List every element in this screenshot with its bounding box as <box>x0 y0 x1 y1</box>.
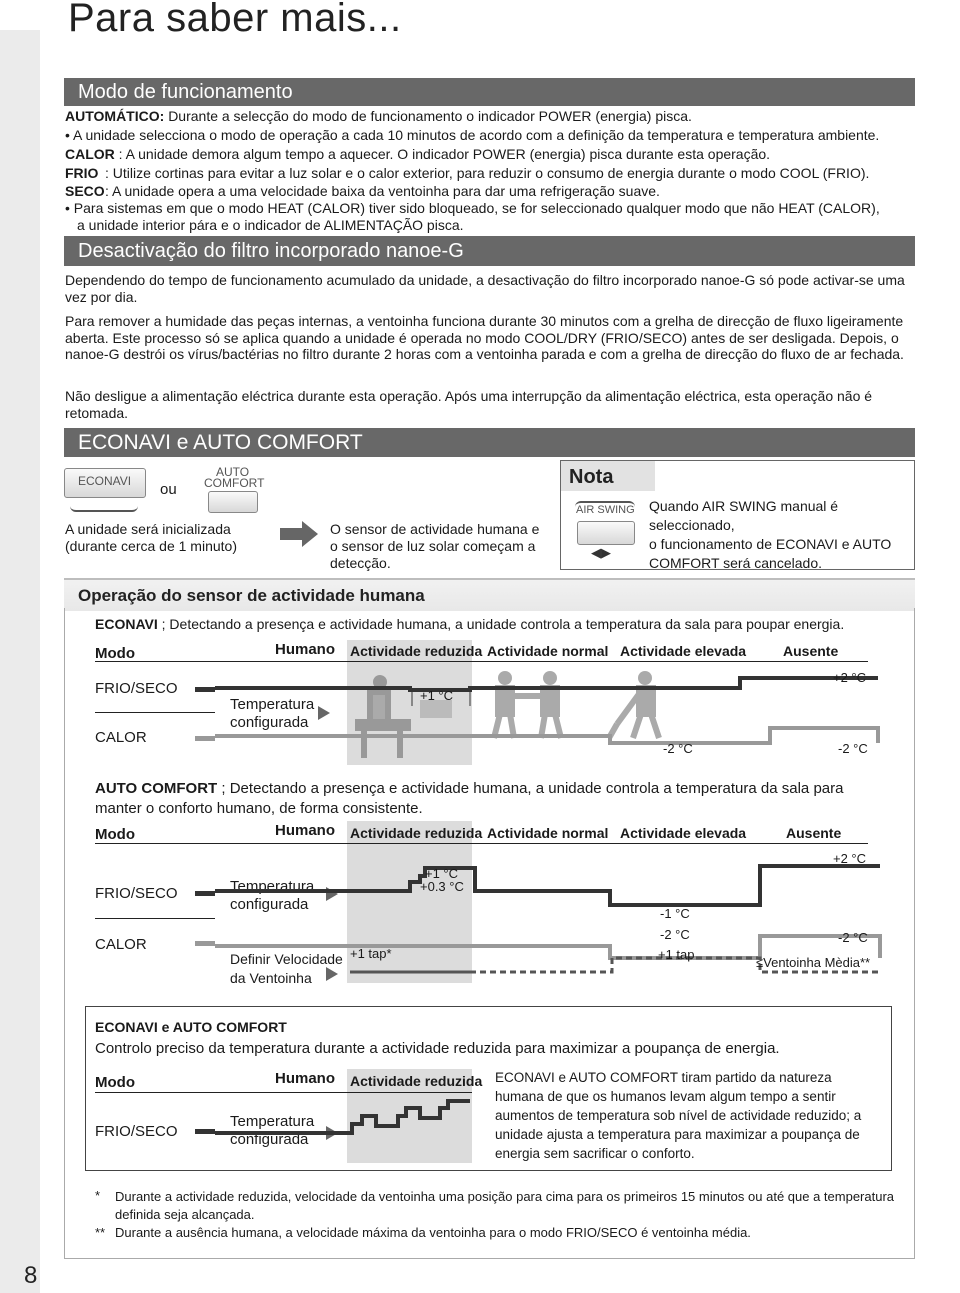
s2-temp-2: configurada <box>230 896 309 913</box>
subsection-header-sensor <box>64 578 915 611</box>
s1-header-rule <box>95 661 868 662</box>
s2-minus2b: -2 °C <box>838 930 868 945</box>
s3-temp-1: Temperatura <box>230 1113 315 1130</box>
econavi-button-group <box>64 468 144 512</box>
subsection-header-sensor-label: Operação do sensor de actividade humana <box>78 586 425 605</box>
s1-temp-2: configurada <box>230 714 309 731</box>
econavi-desc-text: ; Detectando a presença e actividade humana, a unidade controla a temperatura da sala para poupar energia. <box>157 616 845 632</box>
sensor-start-1: O sensor de actividade humana e <box>330 521 540 537</box>
s2-humano-header: Humano <box>275 822 335 839</box>
footnote-1-b: definida seja alcançada. <box>115 1207 255 1222</box>
s1-humano-header: Humano <box>275 641 335 658</box>
nanoe-paragraph-2: Para remover a humidade das peças internas, a ventoinha funciona durante 30 minutos com a grelha de direcção de fluxo ligeiramente aberta. Este processo só se aplica quando a unidade é operada no modo COOL/DRY (FRIO/SECO) antes de ser desligada. Depois, o nanoe-G destrói os vírus/bactérias no filtro durante 2 horas com a ventoinha parada e com a grelha de direcção do fluxo de ar fechada. <box>65 313 904 362</box>
s1-col-ausente: Ausente <box>783 643 839 659</box>
s2-temp-label <box>230 878 314 914</box>
s2-header-rule <box>95 843 868 844</box>
auto-comfort-button[interactable] <box>208 491 258 513</box>
heat-bullet-2: a unidade interior pára e o indicador de ALIMENTAÇÃO pisca. <box>77 217 464 233</box>
s1-mode-header: Modo <box>95 645 135 662</box>
s1-temperature-chart <box>330 668 878 758</box>
air-swing-label: AIR SWING <box>576 504 635 516</box>
sensor-start-3: detecção. <box>330 555 391 571</box>
frio-label: FRIO <box>65 165 99 181</box>
s2-minus1: -1 °C <box>660 906 690 921</box>
auto-comfort-desc-2: manter o conforto humano, de forma consistente. <box>95 800 423 817</box>
s3-text-4: unidade ajusta a temperatura para maximizar a poupança de <box>495 1127 860 1142</box>
s1-col-elevada: Actividade elevada <box>620 643 747 659</box>
section-header-nanoe: Desactivação do filtro incorporado nanoe-G <box>64 236 915 266</box>
s1-minus2a: -2 °C <box>663 741 693 756</box>
footnote-1 <box>115 1188 894 1224</box>
footnote-2: Durante a ausência humana, a velocidade máxima da ventoinha para o modo FRIO/SECO é ventoinha média. <box>115 1225 751 1240</box>
nota-text-3: COMFORT será cancelado. <box>649 555 822 571</box>
s2-col-reduzida: Actividade reduzida <box>350 825 483 841</box>
arrow-right-icon <box>280 520 320 550</box>
section-header-modo: Modo de funcionamento <box>64 78 915 106</box>
s1-frio-swatch <box>195 687 215 692</box>
s3-frio-label: FRIO/SECO <box>95 1123 178 1140</box>
s3-header-rule <box>95 1092 472 1093</box>
s2-col-elevada: Actividade elevada <box>620 825 747 841</box>
s3-text-1: ECONAVI e AUTO COMFORT tiram partido da natureza <box>495 1070 832 1085</box>
auto-comfort-label-1: AUTO <box>216 465 250 479</box>
s3-humano-header: Humano <box>275 1070 335 1087</box>
s2-temp-1: Temperatura <box>230 878 315 895</box>
air-swing-arrows-icon: ◀▶ <box>591 545 611 560</box>
econavi-desc <box>95 616 844 632</box>
calor-line <box>65 146 770 162</box>
s1-plus1: +1 °C <box>420 688 454 703</box>
s1-frio-label: FRIO/SECO <box>95 680 178 697</box>
calor-text: : A unidade demora algum tempo a aquecer. O indicador POWER (energia) pisca durante esta operação. <box>118 146 771 162</box>
nota-text <box>649 497 914 573</box>
s2-col-normal: Actividade normal <box>487 825 609 841</box>
s1-col-reduzida: Actividade reduzida <box>350 643 483 659</box>
s1-calor-swatch <box>195 736 215 741</box>
s2-plus2: +2 °C <box>833 851 867 866</box>
auto-label: AUTOMÁTICO: <box>65 108 165 124</box>
s3-step-chart <box>340 1098 480 1158</box>
frio-line <box>65 165 869 181</box>
s3-text <box>495 1068 861 1163</box>
s2-fan-arrow-icon <box>326 967 340 981</box>
footnote-marker-1: * <box>95 1188 101 1203</box>
air-swing-button[interactable] <box>577 521 635 545</box>
s3-temp-2: configurada <box>230 1131 309 1148</box>
s2-fan-1: Definir Velocidade <box>230 951 343 967</box>
auto-comfort-button-group <box>204 465 265 515</box>
auto-text: Durante a selecção do modo de funcionamento o indicador POWER (energia) pisca. <box>168 108 692 124</box>
nota-text-2: o funcionamento de ECONAVI e AUTO <box>649 536 892 552</box>
econavi-button-label: ECONAVI <box>78 474 132 488</box>
auto-comfort-label-2: COMFORT <box>204 476 265 490</box>
s3-text-5: energia sem sacrificar o conforto. <box>495 1146 695 1161</box>
s2-mode-header: Modo <box>95 826 135 843</box>
s2-calor-label: CALOR <box>95 936 147 953</box>
s3-col-reduzida: Actividade reduzida <box>350 1073 483 1089</box>
s2-fan-2: da Ventoinha <box>230 970 312 986</box>
nanoe-paragraph-3: Não desligue a alimentação eléctrica durante esta operação. Após uma interrupção da alimentação eléctrica, esta operação não é retomada. <box>65 388 873 421</box>
footnote-marker-2: ** <box>95 1225 106 1240</box>
footnote-1-a: Durante a actividade reduzida, velocidade da ventoinha uma posição para cima para os primeiros 15 minutos ou até que a temperatura <box>115 1189 895 1204</box>
econavi-desc-label: ECONAVI <box>95 616 158 632</box>
s3-text-3: aumentos de temperatura sob nível de actividade reduzido; a <box>495 1108 862 1123</box>
or-text: ou <box>160 481 177 498</box>
s2-plus03: +0.3 °C <box>420 879 464 894</box>
s2-frio-swatch <box>195 891 215 896</box>
side-margin <box>0 30 40 1293</box>
s1-calor-label: CALOR <box>95 729 147 746</box>
nota-text-1: Quando AIR SWING manual é seleccionado, <box>649 498 839 533</box>
seco-label: SECO <box>65 183 105 199</box>
s3-text-2: humana de que os humanos levam algum tempo a sentir <box>495 1089 836 1104</box>
s1-minus2b: -2 °C <box>838 741 868 756</box>
sensor-start-text <box>330 521 539 572</box>
s1-col-normal: Actividade normal <box>487 643 609 659</box>
nota-box <box>560 460 915 570</box>
s1-row-rule <box>95 712 215 713</box>
auto-comfort-desc-label: AUTO COMFORT <box>95 780 218 797</box>
s2-calor-swatch <box>195 941 215 946</box>
auto-bullet: • A unidade selecciona o modo de operação a cada 10 minutos de acordo com a definição da temperatura e temperatura ambiente. <box>65 127 880 143</box>
nota-title: Nota <box>569 466 614 488</box>
s3-mode-header: Modo <box>95 1074 135 1091</box>
calor-label: CALOR <box>65 146 115 162</box>
s2-fan-mid: ≤Ventoinha Mèdia** <box>756 955 871 970</box>
s3-title: ECONAVI e AUTO COMFORT <box>95 1019 287 1035</box>
s3-subtitle: Controlo preciso da temperatura durante a actividade reduzida para maximizar a poupança de energia. <box>95 1040 780 1057</box>
s2-frio-label: FRIO/SECO <box>95 885 178 902</box>
s1-plus2: +2 °C <box>833 670 867 685</box>
init-text <box>65 521 237 555</box>
seco-line <box>65 183 660 199</box>
s2-plus1: +1 °C <box>425 866 459 881</box>
auto-comfort-desc-1: ; Detectando a presença e actividade humana, a unidade controla a temperatura da sala para <box>217 780 844 797</box>
sensor-start-2: o sensor de luz solar começam a <box>330 538 536 554</box>
page-number: 8 <box>24 1262 38 1289</box>
section-header-econavi: ECONAVI e AUTO COMFORT <box>64 428 915 457</box>
s2-tap1: +1 tap* <box>350 946 392 961</box>
s1-temp-1: Temperatura <box>230 696 315 713</box>
econavi-button-base <box>70 498 138 512</box>
s2-row-rule <box>95 918 215 919</box>
seco-text: : A unidade opera a uma velocidade baixa da ventoinha para dar uma refrigeração suave. <box>105 183 660 199</box>
init-text-2: (durante cerca de 1 minuto) <box>65 538 237 554</box>
frio-text: : Utilize cortinas para evitar a luz solar e o calor exterior, para reduzir o consumo de energia durante o modo COOL (FRIO). <box>105 165 870 181</box>
s1-temp-label <box>230 696 314 732</box>
s2-col-ausente: Ausente <box>786 825 842 841</box>
nanoe-paragraph-1: Dependendo do tempo de funcionamento acumulado da unidade, a desactivação do filtro incorporado nanoe-G só pode activar-se uma vez por dia. <box>65 272 905 305</box>
init-text-1: A unidade será inicializada <box>65 521 231 537</box>
s3-frio-swatch <box>195 1129 215 1134</box>
auto-line <box>65 108 692 124</box>
heat-bullet-1: • Para sistemas em que o modo HEAT (CALOR) tiver sido bloqueado, se for seleccionado qualquer modo que não HEAT (CALOR), <box>65 200 880 216</box>
page-title: Para saber mais... <box>68 0 402 40</box>
s2-minus2a: -2 °C <box>660 927 690 942</box>
auto-comfort-desc <box>95 779 843 819</box>
s2-tap2: +1 tap <box>658 947 695 962</box>
